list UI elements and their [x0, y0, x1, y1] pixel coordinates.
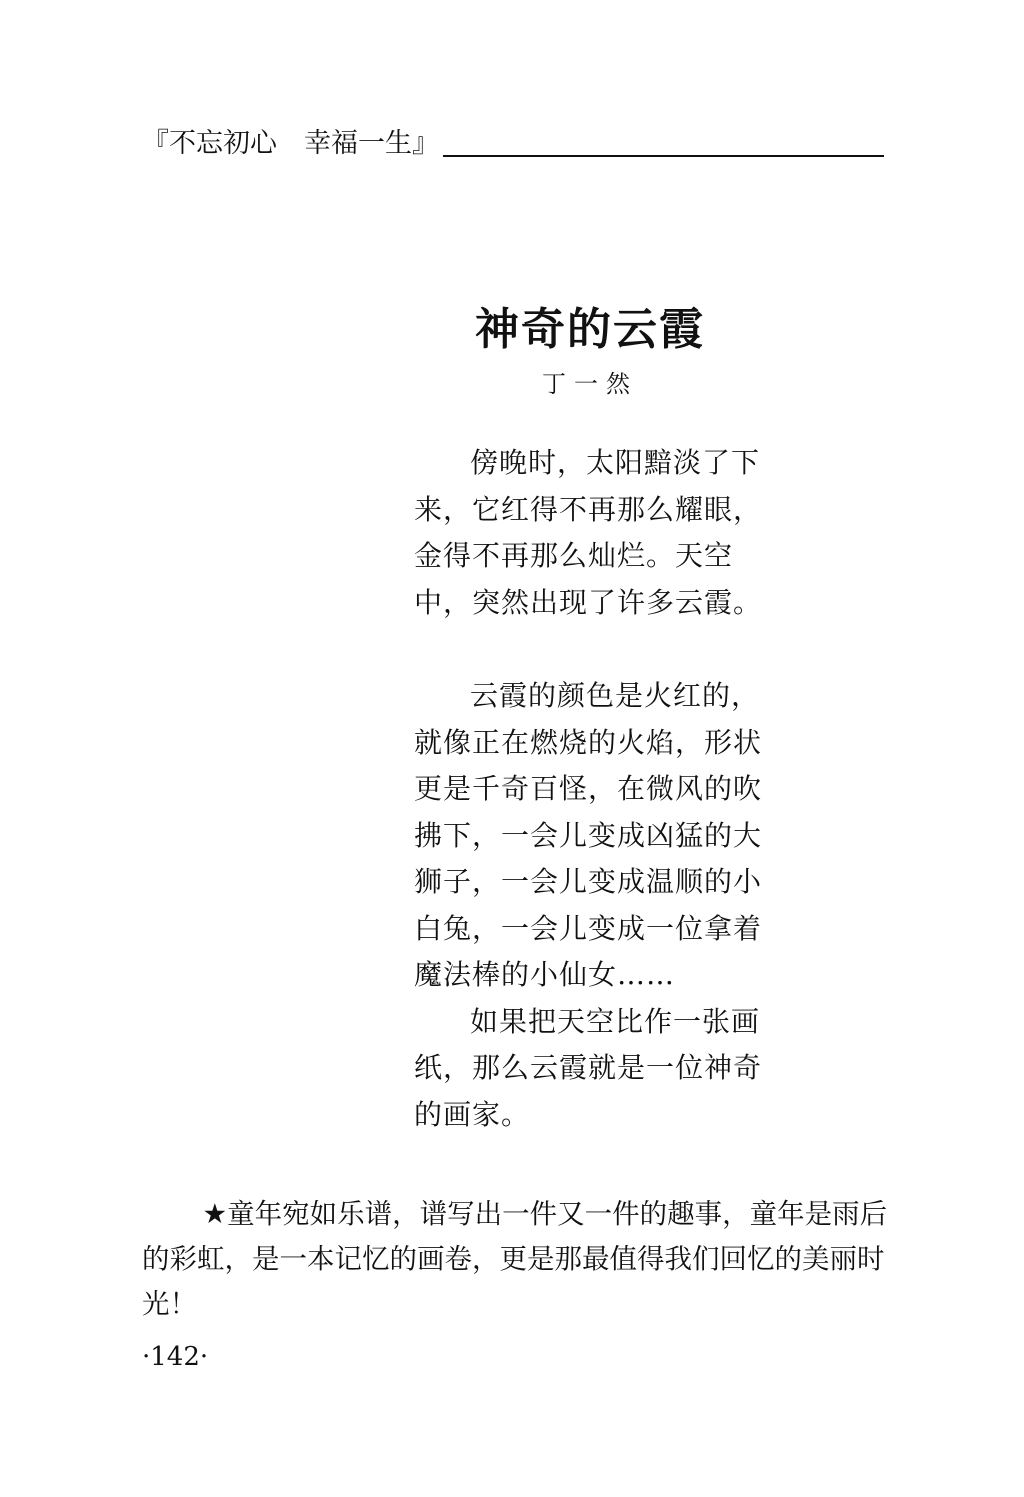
- page-number: ·142·: [142, 1342, 209, 1372]
- article-body: [414, 440, 764, 1138]
- article-author: 丁一然: [542, 370, 638, 398]
- article-paragraph: 如果把天空比作一张画纸，那么云霞就是一位神奇的画家。: [414, 1004, 763, 1131]
- article-paragraph: 傍晚时，太阳黯淡了下来，它红得不再那么耀眼，金得不再那么灿烂。天空中，突然出现了许多云霞。: [414, 446, 763, 619]
- article-paragraph: 云霞的颜色是火红的，就像正在燃烧的火焰，形状更是千奇百怪，在微风的吹拂下，一会儿变成凶猛的大狮子，一会儿变成温顺的小白兔，一会儿变成一位拿着魔法棒的小仙女……: [414, 679, 763, 991]
- running-header-title: 『不忘初心 幸福一生』: [142, 128, 439, 159]
- header-rule: [443, 155, 884, 157]
- running-header: [142, 126, 884, 160]
- article-title: 神奇的云霞: [475, 304, 705, 355]
- teacher-note: ★童年宛如乐谱，谱写出一件又一件的趣事，童年是雨后的彩虹，是一本记忆的画卷，更是那最值得我们回忆的美丽时光！: [142, 1198, 888, 1320]
